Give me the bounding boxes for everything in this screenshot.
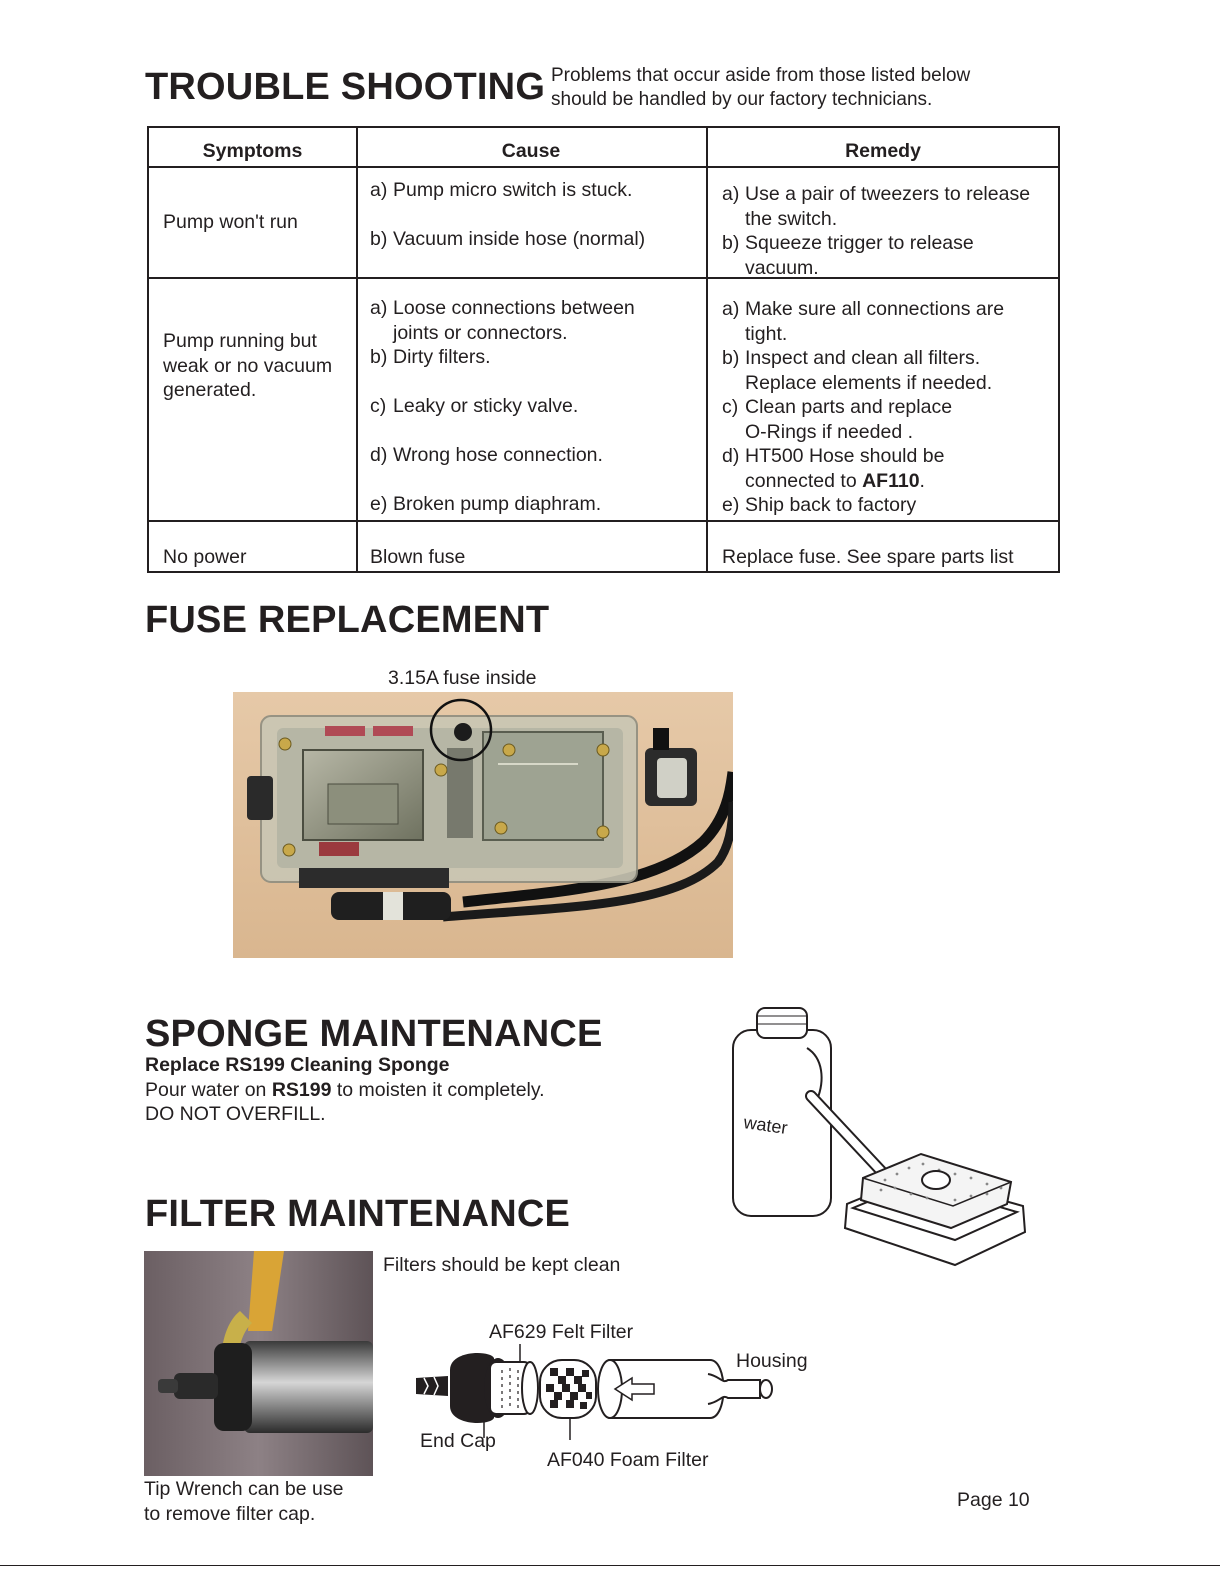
list-item: c) Leaky or sticky valve. [370, 395, 579, 417]
cause-text: Blown fuse [370, 546, 466, 568]
list-item: d) HT500 Hose should be [722, 445, 945, 467]
list-item: tight. [745, 322, 788, 345]
list-item: d) Wrong hose connection. [370, 444, 603, 466]
symptom-cell [163, 329, 332, 403]
trouble-shooting-note [551, 64, 970, 112]
troubleshooting-table [147, 126, 1060, 573]
remedy-cell [722, 182, 1030, 280]
fuse-caption: 3.15A fuse inside [388, 667, 537, 689]
fuse-replacement-title: FUSE REPLACEMENT [145, 599, 550, 641]
sponge-line-2: DO NOT OVERFILL. [145, 1103, 326, 1125]
column-divider [706, 128, 708, 571]
header-remedy: Remedy [845, 140, 921, 162]
cause-cell [370, 296, 635, 517]
wrench-caption-line-1: Tip Wrench can be use [144, 1478, 344, 1500]
sponge-bottle-illustration [725, 1000, 1045, 1275]
note-line-2: should be handled by our factory technicians. [551, 89, 933, 110]
sponge-subtitle: Replace RS199 Cleaning Sponge [145, 1054, 450, 1076]
list-item: a) Loose connections between [370, 297, 635, 319]
list-item: the switch. [745, 207, 838, 230]
filter-note: Filters should be kept clean [383, 1254, 621, 1276]
foam-filter-label: AF040 Foam Filter [547, 1449, 709, 1471]
remedy-cell [722, 297, 1004, 518]
list-item: b) Squeeze trigger to release [722, 232, 974, 254]
symptom-text: weak or no vacuum [163, 354, 333, 377]
note-line-1: Problems that occur aside from those listed below [551, 65, 971, 86]
list-item: O-Rings if needed . [745, 420, 914, 443]
wrench-caption-line-2: to remove filter cap. [144, 1502, 316, 1525]
end-cap-label: End Cap [420, 1430, 496, 1452]
sponge-line-1: Pour water on RS199 to moisten it completely. [145, 1078, 545, 1101]
list-item: b) Inspect and clean all filters. [722, 347, 981, 369]
housing-label: Housing [736, 1350, 808, 1372]
list-item: b) Vacuum inside hose (normal) [370, 228, 646, 250]
filter-maintenance-title: FILTER MAINTENANCE [145, 1193, 571, 1235]
symptom-text: No power [163, 546, 247, 568]
sponge-instructions [145, 1053, 545, 1127]
part-number-af110: AF110 [862, 469, 920, 492]
symptom-text: generated. [163, 379, 257, 401]
list-item: a) Pump micro switch is stuck. [370, 179, 633, 201]
header-symptoms: Symptoms [202, 140, 303, 162]
symptom-text: Pump won't run [163, 211, 298, 233]
symptom-cell [163, 210, 298, 235]
list-item: connected to AF110. [745, 469, 925, 492]
felt-filter-label: AF629 Felt Filter [489, 1321, 634, 1343]
row-divider [149, 520, 1058, 522]
column-divider [356, 128, 358, 571]
header-cause: Cause [501, 140, 561, 162]
list-item: vacuum. [745, 256, 819, 279]
trouble-shooting-title: TROUBLE SHOOTING [145, 66, 546, 108]
row-divider [149, 166, 1058, 168]
part-number-rs199: RS199 [271, 1078, 332, 1101]
remedy-text: Replace fuse. See spare parts list [722, 546, 1014, 568]
list-item: e) Ship back to factory [722, 494, 917, 516]
cause-cell [370, 178, 645, 252]
sponge-maintenance-title: SPONGE MAINTENANCE [145, 1013, 603, 1055]
symptom-text: Pump running but [163, 330, 317, 352]
list-item: a) Use a pair of tweezers to release [722, 183, 1031, 205]
list-item: a) Make sure all connections are [722, 298, 1005, 320]
list-item: c) Clean parts and replace [722, 396, 953, 418]
bottle-label: water [742, 1112, 789, 1139]
pump-photo [233, 692, 733, 958]
page-number: Page 10 [957, 1489, 1030, 1511]
wrench-photo [144, 1251, 373, 1476]
list-item: e) Broken pump diaphram. [370, 493, 602, 515]
list-item: joints or connectors. [393, 321, 568, 344]
list-item: Replace elements if needed. [745, 371, 993, 394]
bottom-rule [0, 1565, 1220, 1566]
list-item: b) Dirty filters. [370, 346, 491, 368]
wrench-caption [144, 1477, 343, 1526]
